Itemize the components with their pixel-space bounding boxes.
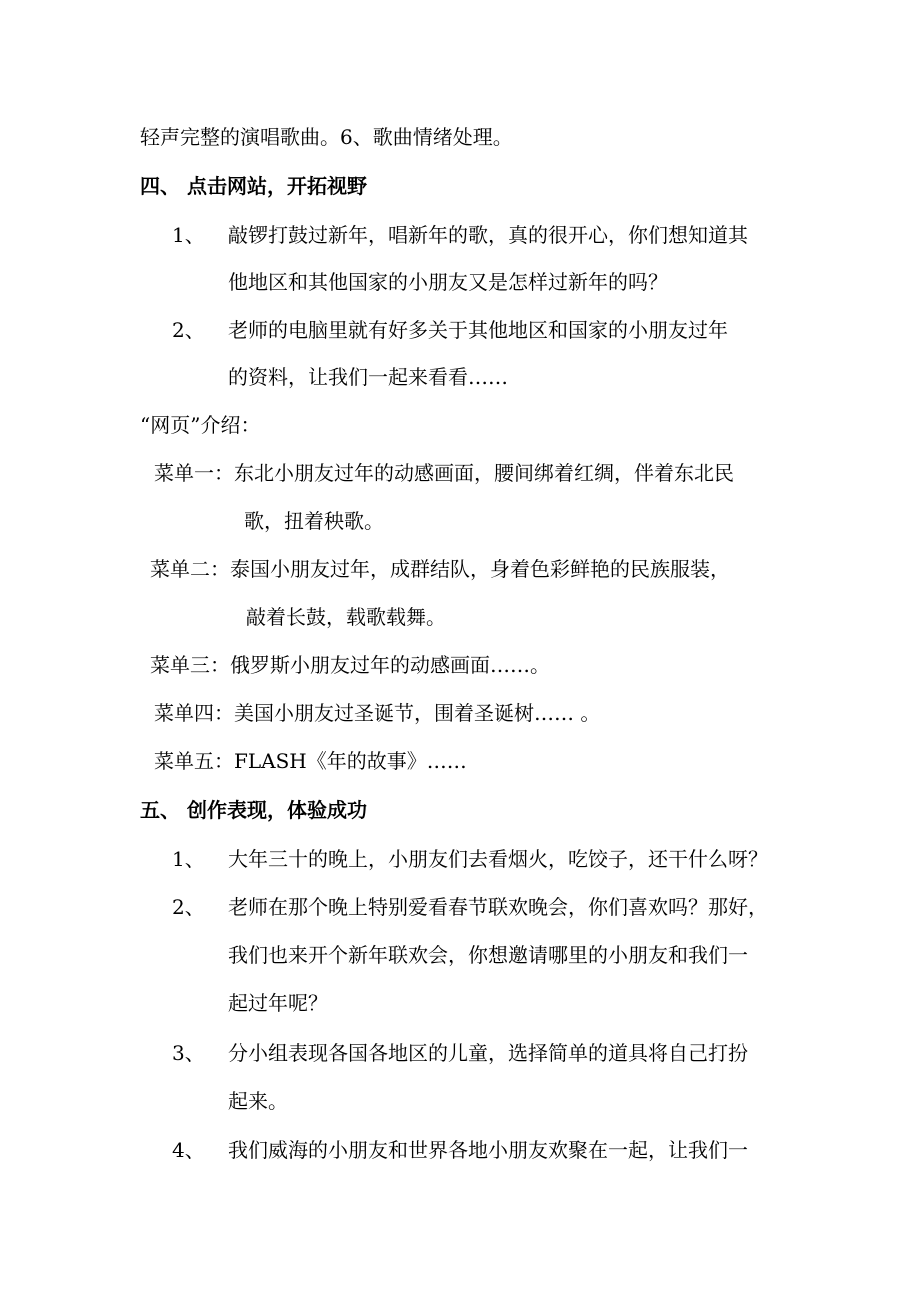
menu-item-text: 歌，扭着秧歌。 [244,509,384,533]
menu-item-text: 菜单三：俄罗斯小朋友过年的动感画面……。 [150,653,550,677]
list-item-text: 我们威海的小朋友和世界各地小朋友欢聚在一起，让我们一 [228,1138,748,1162]
list-item-text: 敲锣打鼓过新年，唱新年的歌，真的很开心，你们想知道其 [228,223,748,247]
list-item-number: 1、 [172,847,205,871]
menu-item-text: 菜单五：FLASH《年的故事》…… [154,749,467,773]
list-item-number: 3、 [172,1041,205,1065]
list-item-text: 分小组表现各国各地区的儿童，选择简单的道具将自己打扮 [228,1041,748,1065]
menu-item-text: 敲着长鼓，载歌载舞。 [246,605,446,629]
webpage-intro: “网页”介绍： [140,413,261,437]
list-item-text: 起过年呢？ [228,991,328,1015]
section-4-heading: 四、 点击网站，开拓视野 [140,174,367,198]
menu-item-text: 菜单一：东北小朋友过年的动感画面，腰间绑着红绸，伴着东北民 [154,461,734,485]
list-item-text: 老师的电脑里就有好多关于其他地区和国家的小朋友过年 [228,318,728,342]
menu-item-text: 菜单四：美国小朋友过圣诞节，围着圣诞树…… 。 [154,701,601,725]
list-item-number: 4、 [172,1138,205,1162]
list-item-text: 他地区和其他国家的小朋友又是怎样过新年的吗？ [228,270,668,294]
list-item-number: 1、 [172,223,205,247]
intro-line: 轻声完整的演唱歌曲。6、歌曲情绪处理。 [140,125,513,149]
list-item-number: 2、 [172,895,205,919]
list-item-number: 2、 [172,318,205,342]
menu-item-text: 菜单二：泰国小朋友过年，成群结队，身着色彩鲜艳的民族服装， [150,557,730,581]
list-item-text: 大年三十的晚上，小朋友们去看烟火，吃饺子，还干什么呀？ [228,847,768,871]
list-item-text: 起来。 [228,1089,288,1113]
list-item-text: 老师在那个晚上特别爱看春节联欢晚会，你们喜欢吗？那好， [228,895,768,919]
list-item-text: 的资料，让我们一起来看看…… [228,365,508,389]
list-item-text: 我们也来开个新年联欢会，你想邀请哪里的小朋友和我们一 [228,943,748,967]
section-5-heading: 五、 创作表现，体验成功 [140,798,367,822]
